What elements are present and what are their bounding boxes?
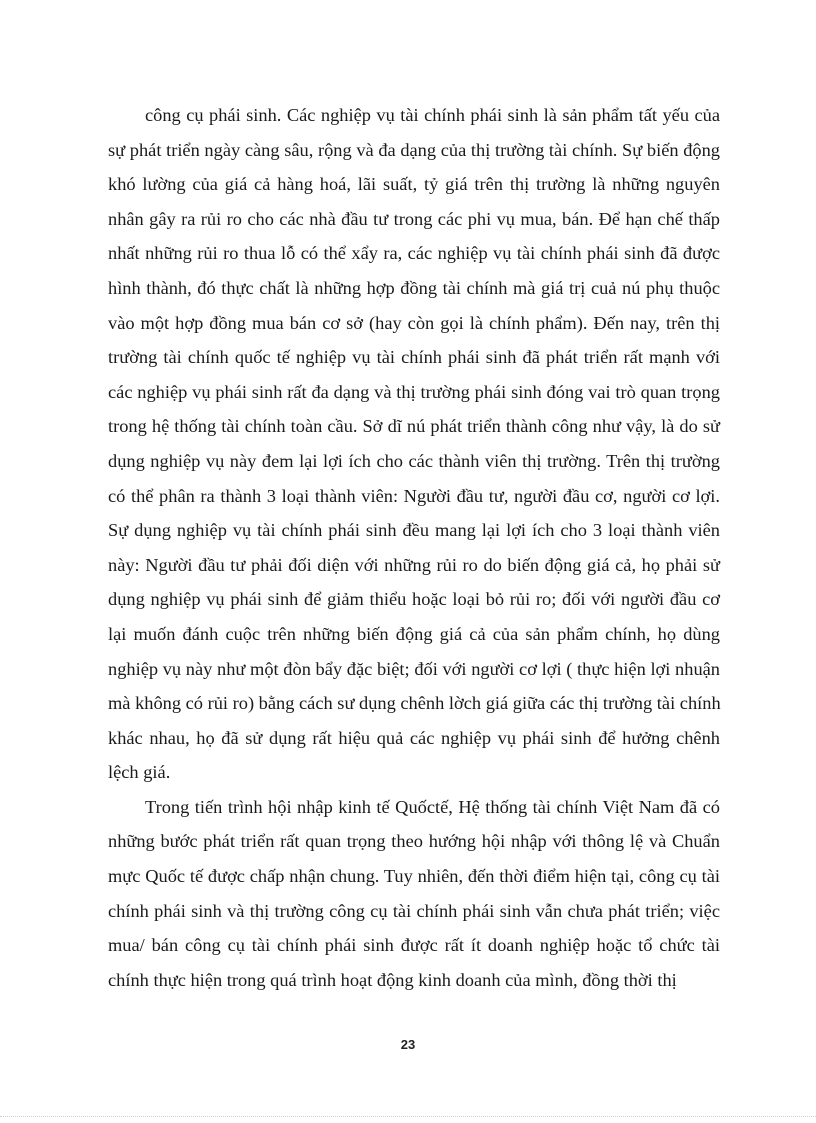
text-line: chính thực hiện trong quá trình hoạt động kinh doanh của mình, đồng thời thị [108,969,677,990]
paragraph-2 [108,790,720,998]
text-line: Trong tiến trình hội nhập kinh tế Quốctế, Hệ thống tài chính Việt Nam đã có [145,796,720,817]
text-line: sự phát triển ngày càng sâu, rộng và đa dạng của thị trường tài chính. Sự biến động [108,139,720,160]
text-line: mực Quốc tế được chấp nhận chung. Tuy nhiên, đến thời điểm hiện tại, công cụ tài [108,866,720,887]
page-bottom-divider [0,1116,816,1117]
text-line: chính phái sinh và thị trường công cụ tài chính phái sinh vẫn chưa phát triển; việc [108,900,720,921]
text-line: trong hệ thống tài chính toàn cầu. Sở dĩ nú phát triển thành công như vậy, là do sử [108,416,720,437]
text-line: vào một hợp đồng mua bán cơ sở (hay còn gọi là chính phẩm). Đến nay, trên thị [108,312,720,333]
text-line: khác nhau, họ đã sử dụng rất hiệu quả các nghiệp vụ phái sinh để hưởng chênh [108,727,720,748]
text-line: lại muốn đánh cuộc trên những biến động giá cả của sản phẩm chính, họ dùng [108,623,720,644]
text-line: mà không có rủi ro) bằng cách sư dụng chênh lờch giá giữa các thị trường tài chính [108,693,721,714]
text-line: khó lường của giá cả hàng hoá, lãi suất, tỷ giá trên thị trường là những nguyên [108,174,720,195]
text-line: Sự dụng nghiệp vụ tài chính phái sinh đều mang lại lợi ích cho 3 loại thành viên [108,520,720,541]
text-line: hình thành, đó thực chất là những hợp đồng tài chính mà giá trị cuả nú phụ thuộc [108,277,720,298]
text-line: công cụ phái sinh. Các nghiệp vụ tài chính phái sinh là sản phẩm tất yếu của [145,105,720,125]
text-line: lệch giá. [108,762,171,783]
text-line: các nghiệp vụ phái sinh rất đa dạng và thị trường phái sinh đóng vai trò quan trọng [108,381,720,402]
text-line: dụng nghiệp vụ này đem lại lợi ích cho các thành viên thị trường. Trên thị trường [108,450,720,471]
text-line: nghiệp vụ này như một đòn bẩy đặc biệt; đối với người cơ lợi ( thực hiện lợi nhuận [108,658,720,679]
text-line: có thể phân ra thành 3 loại thành viên: Người đầu tư, người đầu cơ, người cơ lợi. [108,485,720,506]
paragraph-1 [108,98,720,790]
text-line: mua/ bán công cụ tài chính phái sinh được rất ít doanh nghiệp hoặc tổ chức tài [108,935,720,956]
text-line: trường tài chính quốc tế nghiệp vụ tài chính phái sinh đã phát triển rất mạnh với [108,347,720,368]
text-line: nhất những rủi ro thua lỗ có thể xẩy ra, các nghiệp vụ tài chính phái sinh đã được [108,243,720,264]
body-text [108,98,720,997]
text-line: dụng nghiệp vụ phái sinh để giảm thiểu hoặc loại bỏ rủi ro; đối với người đầu cơ [108,589,720,610]
page-number: 23 [400,1037,416,1052]
text-line: này: Người đầu tư phải đối diện với những rủi ro do biến động giá cả, họ phải sử [108,554,720,575]
text-line: những bước phát triển rất quan trọng theo hướng hội nhập với thông lệ và Chuẩn [108,831,720,852]
text-line: nhân gây ra rủi ro cho các nhà đầu tư trong các phi vụ mua, bán. Để hạn chế thấp [108,208,720,229]
